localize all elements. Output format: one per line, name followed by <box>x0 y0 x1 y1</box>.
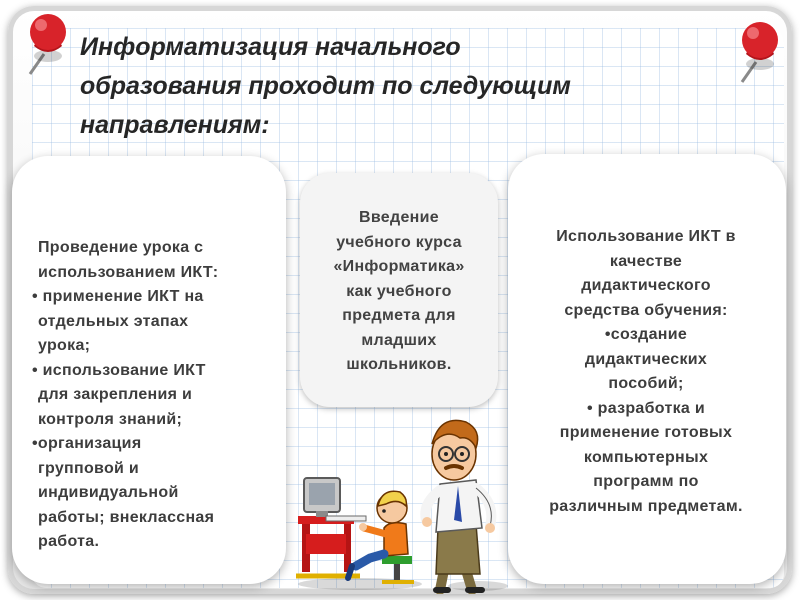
card-ict-lessons-text <box>32 236 282 555</box>
card-line: групповой и <box>38 459 140 477</box>
pushpin-icon <box>730 20 788 86</box>
card-line: • использование ИКТ <box>32 361 206 379</box>
card-line: школьников. <box>346 356 452 373</box>
card-line: «Информатика» <box>333 258 465 275</box>
card-line: для закрепления и <box>38 386 193 403</box>
card-line: Использование ИКТ в <box>556 228 736 245</box>
card-line: младших <box>361 331 437 349</box>
card-line: работа. <box>38 533 100 550</box>
card-line: индивидуальной <box>38 484 179 501</box>
card-line: отдельных этапах <box>38 312 189 330</box>
teacher-pupil-computer-illustration <box>290 408 522 594</box>
card-line: • разработка и <box>586 399 706 417</box>
card-line: использованием ИКТ: <box>38 263 219 281</box>
card-line: дидактического <box>581 277 711 294</box>
pushpin-icon <box>18 12 76 78</box>
card-line: пособий; <box>608 375 684 392</box>
card-line: •организация <box>32 435 142 452</box>
card-line: •создание <box>604 326 688 343</box>
page-title: Информатизация начального образования проходит по следующим направлениям: <box>80 33 571 139</box>
card-line: Введение <box>359 209 439 226</box>
card-line: качестве <box>609 252 683 270</box>
card-line: компьютерных <box>583 448 709 466</box>
card-informatics-course-text <box>316 206 482 378</box>
card-informatics-course <box>300 173 498 407</box>
card-line: учебного курса <box>336 233 462 251</box>
card-line: урока; <box>38 337 91 354</box>
card-line: как учебного <box>346 282 452 300</box>
card-line: различным предметам. <box>549 497 743 515</box>
card-line: программ по <box>593 473 699 490</box>
card-line: предмета для <box>342 307 456 324</box>
card-line: применение готовых <box>559 424 733 441</box>
card-line: контроля знаний; <box>38 410 183 428</box>
card-ict-didactic <box>508 154 786 584</box>
card-line: Проведение урока с <box>38 239 204 256</box>
card-ict-lessons <box>12 156 286 584</box>
card-line: дидактических <box>584 350 708 368</box>
card-line: • применение ИКТ на <box>32 288 204 305</box>
card-line: средства обучения: <box>564 301 728 319</box>
card-ict-didactic-text <box>528 225 764 519</box>
card-line: работы; внеклассная <box>38 508 215 526</box>
